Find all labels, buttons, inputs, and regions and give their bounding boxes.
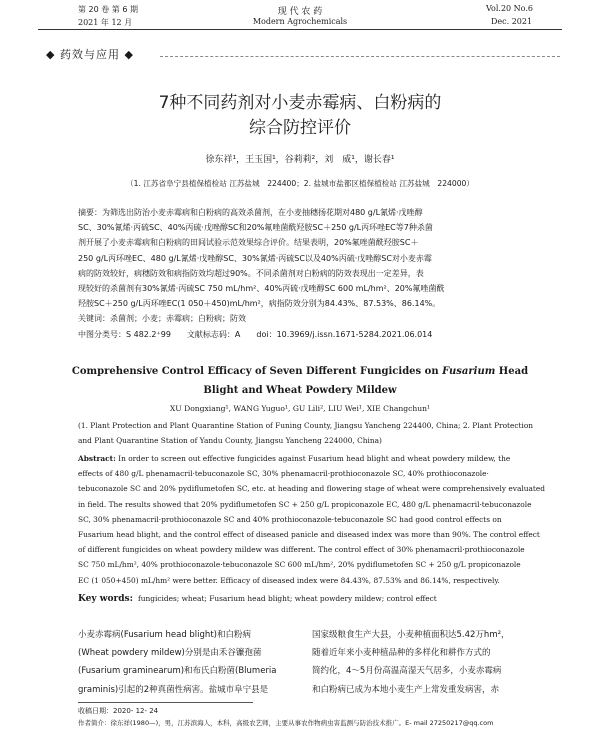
abstract-en-line: SC 750 mL/hm², 40% prothioconazole·tebuconazole SC 600 mL/hm², 20% pydiflumetofen SC + 250 g/L propiconazole (78, 560, 521, 570)
authors-cn: 徐东祥¹，王玉国¹，谷莉莉²，刘 威¹，谢长春¹ (205, 155, 395, 165)
keywords-cn-label: 关键词： (78, 314, 110, 324)
abstract-en-line (78, 451, 548, 466)
keywords-cn-text: 杀菌剂；小麦；赤霉病；白粉病；防效 (110, 314, 246, 324)
body-line: (Wheat powdery mildew)分别是由禾谷镰孢菌 (78, 648, 262, 659)
abstract-en-line: EC (1 050+450) mL/hm² were better. Efficacy of diseased index were 84.43%, 87.53% and 86.14%, respectively. (78, 575, 500, 585)
keywords-cn (78, 311, 548, 326)
abstract-en-line: in field. The results showed that 20% pydiflumetofen SC + 250 g/L propiconazole EC, 480 g/L phenamacril·tebuconazole (78, 499, 532, 509)
abstract-cn-label: 摘要： (78, 208, 102, 217)
keywords-en (78, 594, 437, 604)
classification-line: 中图分类号：S 482.2⁺99 文献标志码：A doi：10.3969/j.issn.1671-5284.2021.06.014 (78, 329, 433, 339)
abstract-en-text: In order to screen out effective fungicides against Fusarium head blight and wheat powdery mildew, the (118, 454, 511, 463)
abstract-cn-text: 为筛选出防治小麦赤霉病和白粉病的高效杀菌剂，在小麦抽穗扬花期对480 g/L氰烯·戊唑醇 (102, 208, 423, 217)
body-line: 小麦赤霉病(Fusarium head blight)和白粉病 (78, 630, 251, 640)
abstract-en-line: of different fungicides on wheat powdery mildew was different. The control effect of 30% phenamacril·prothioconazole (78, 545, 525, 555)
affiliations-en (78, 418, 548, 448)
header-date-en: Dec. 2021 (491, 17, 533, 26)
body-line: 国家级粮食生产大县，小麦种植面积达5.42万hm²， (312, 630, 510, 640)
abstract-en-line: effects of 480 g/L phenamacril·tebuconazole SC, 30% phenamacril·prothioconazole SC, 40% prothioconazole· (78, 469, 489, 479)
title-en-italic: Fusarium (442, 366, 496, 377)
abstract-en-label: Abstract: (78, 454, 116, 463)
abstract-cn-line: 现较好的杀菌剂有30%氰烯·丙硫SC 750 mL/hm²、40%丙硫·戊唑醇SC 600 mL/hm²、20%氟唑菌酰 (78, 284, 445, 294)
title-en-line-2: Blight and Wheat Powdery Mildew (203, 385, 397, 396)
section-bullet-left: ◆ (46, 48, 56, 61)
body-line: (Fusarium graminearum)和布氏白粉菌(Blumeria (78, 666, 277, 677)
header-journal-en: Modern Agrochemicals (252, 17, 348, 26)
header-date-cn: 2021 年 12 月 (78, 18, 133, 27)
abstract-cn-line: 羟胺SC＋250 g/L丙环唑EC(1 050＋450)mL/hm²，病指防效分别为84.43%、87.53%、86.14%。 (78, 299, 441, 309)
header-volume-en: Vol.20 No.6 (486, 4, 533, 13)
abstract-en (78, 451, 548, 588)
footnote-author: 作者简介：徐东祥(1980—)，男，江苏滨海人，本科，高级农艺师，主要从事农作物病虫害监测与防治技术推广。E- mail 27250217@qq.com (78, 719, 494, 727)
title-cn-line-1: 7种不同药剂对小麦赤霉病、白粉病的 (158, 93, 442, 113)
authors-en: XU Dongxiang¹, WANG Yuguo¹, GU Lili², LIU Wei¹, XIE Changchun¹ (169, 404, 431, 413)
abstract-cn-line: 250 g/L丙环唑EC、480 g/L氰烯·戊唑醇SC、30%氰烯·丙硫SC以及40%丙硫·戊唑醇SC对小麦赤霉 (78, 253, 432, 263)
keywords-en-label: Key words: (78, 594, 133, 604)
title-en-suffix: Head (495, 366, 529, 377)
section-divider (160, 56, 560, 57)
title-en-prefix: Comprehensive Control Efficacy of Seven Different Fungicides on (71, 366, 443, 377)
body-line: 和白粉病已成为本地小麦生产上常发重发病害，赤 (312, 684, 500, 695)
keywords-en-text: fungicides; wheat; Fusarium head blight; wheat powdery mildew; control effect (137, 594, 437, 603)
abstract-en-line: Fusarium head blight, and the control effect of diseased panicle and diseased index was more than 90%. The control effect (78, 530, 540, 540)
abstract-cn-line: 病的防效较好，病穗防效和病指防效均超过90%。不同杀菌剂对白粉病的防效表现出一定差异，表 (78, 268, 424, 278)
body-line: 简约化，4～5月份高温高湿天气居多，小麦赤霉病 (312, 666, 502, 677)
affiliation-en-line: (1. Plant Protection and Plant Quarantine Station of Funing County, Jiangsu Yancheng 224400, China; 2. Plant Protection (78, 421, 534, 430)
section-label: 药效与应用 (59, 48, 120, 61)
title-cn-line-2: 综合防控评价 (249, 118, 351, 138)
abstract-cn-line: 剂开展了小麦赤霉病和白粉病的田间试验示范效果综合评价。结果表明，20%氟唑菌酰羟胺SC＋ (78, 238, 419, 248)
body-line: graminis)引起的2种真菌性病害。盐城市阜宁县是 (78, 684, 269, 695)
footnote-received: 收稿日期：2020- 12- 24 (78, 707, 159, 715)
abstract-en-line: SC, 30% phenamacril·prothioconazole SC and 40% prothioconazole·tebuconazole SC had good control effects on (78, 514, 502, 524)
abstract-cn-line: SC、30%氰烯·丙硫SC、40%丙硫·戊唑醇SC和20%氟唑菌酰羟胺SC＋250 g/L丙环唑EC等7种杀菌 (78, 223, 433, 233)
footnote-rule (78, 702, 253, 703)
title-en-line-1 (0, 366, 600, 377)
header-rule (38, 29, 562, 30)
abstract-en-line: tebuconazole SC and 20% pydiflumetofen SC, etc. at heading and flowering stage of wheat were comprehensively evaluated (78, 484, 545, 494)
body-right-column (312, 626, 547, 699)
body-line: 随着近年来小麦种植品种的多样化和耕作方式的 (312, 648, 491, 659)
affiliations-cn: （1. 江苏省阜宁县植保植检站 江苏盐城 224400；2. 盐城市盐都区植保植检站 江苏盐城 224000） (126, 179, 474, 188)
section-tag (46, 46, 134, 62)
section-bullet-right: ◆ (124, 48, 134, 61)
affiliation-en-line: and Plant Quarantine Station of Yandu County, Jiangsu Yancheng 224000, China) (78, 436, 382, 446)
abstract-cn-line (78, 205, 548, 220)
header-volume-cn: 第 20 卷 第 6 期 (78, 5, 138, 14)
header-journal-cn: 现 代 农 药 (277, 7, 323, 17)
body-left-column (78, 626, 313, 699)
abstract-cn (78, 205, 548, 342)
